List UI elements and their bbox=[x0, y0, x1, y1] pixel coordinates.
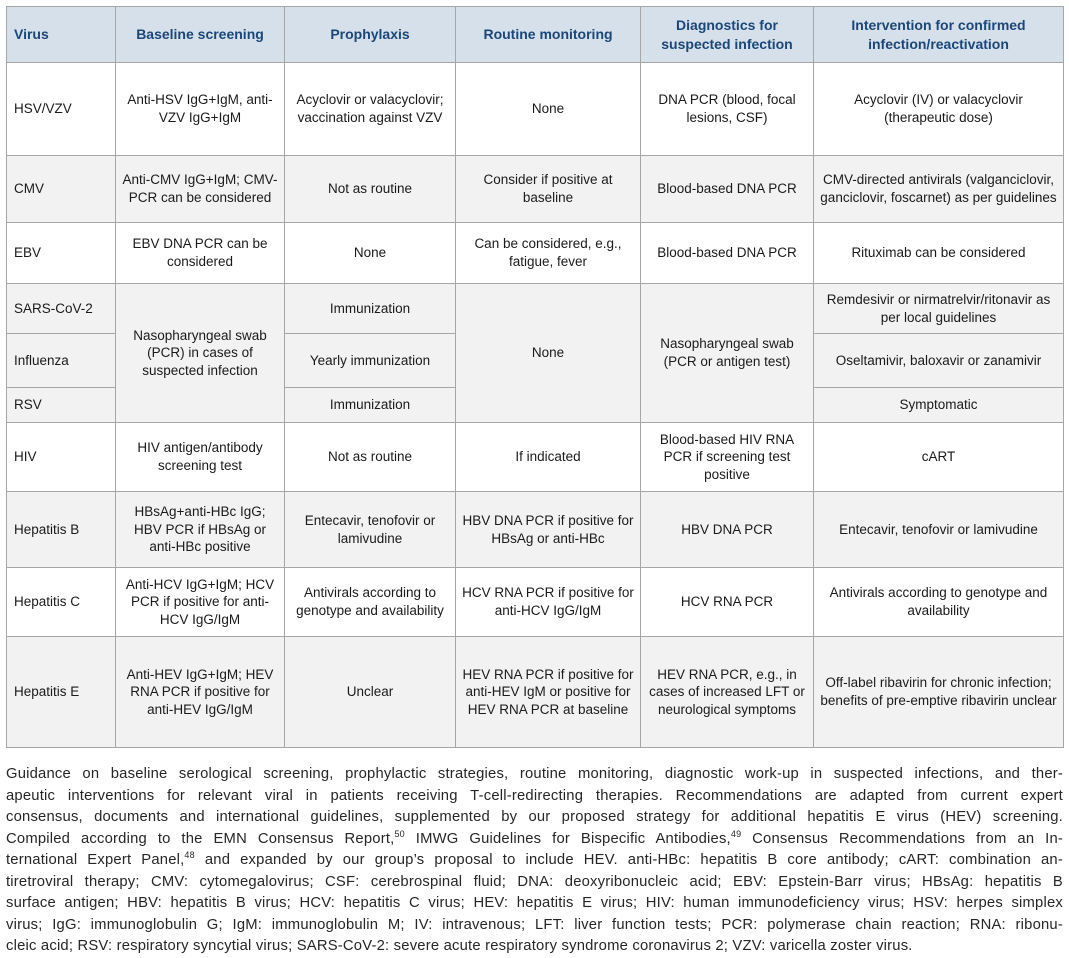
intervention-cell: Remdesivir or nirmatrelvir/ritonavir as per local guidelines bbox=[814, 284, 1064, 334]
virus-cell: CMV bbox=[7, 156, 116, 223]
caption-line: cleic acid; RSV: respiratory syncytial virus; SARS-CoV-2: severe acute respiratory syndrome coronavirus 2; VZV: varicella zoster virus. bbox=[6, 938, 913, 954]
col-header-virus: Virus bbox=[7, 7, 116, 63]
diagnostics-cell: DNA PCR (blood, focal lesions, CSF) bbox=[641, 63, 814, 156]
baseline-cell: Anti-CMV IgG+IgM; CMV-PCR can be considered bbox=[116, 156, 285, 223]
reference-superscript: 50 bbox=[394, 828, 405, 839]
header-row bbox=[7, 7, 1064, 63]
prophylaxis-cell: Acyclovir or valacyclovir; vaccination against VZV bbox=[285, 63, 456, 156]
table-row-sars-cov-2 bbox=[7, 284, 1064, 334]
intervention-cell: CMV-directed antivirals (valganciclovir, ganciclovir, foscarnet) as per guidelines bbox=[814, 156, 1064, 223]
baseline-cell: HBsAg+anti-HBc IgG; HBV PCR if HBsAg or anti-HBc positive bbox=[116, 492, 285, 568]
baseline-cell-merged: Nasopharyngeal swab (PCR) in cases of suspected infection bbox=[116, 284, 285, 423]
diagnostics-cell-merged: Nasopharyngeal swab (PCR or antigen test) bbox=[641, 284, 814, 423]
virus-cell: Influenza bbox=[7, 334, 116, 388]
prophylaxis-cell: Entecavir, tenofovir or lamivudine bbox=[285, 492, 456, 568]
virus-cell: HSV/VZV bbox=[7, 63, 116, 156]
col-header-diagnostics: Diagnostics for suspected infection bbox=[641, 7, 814, 63]
diagnostics-cell: HBV DNA PCR bbox=[641, 492, 814, 568]
monitoring-cell: Can be considered, e.g., fatigue, fever bbox=[456, 223, 641, 284]
monitoring-cell: If indicated bbox=[456, 423, 641, 492]
intervention-cell: Off-label ribavirin for chronic infection; benefits of pre-emptive ribavirin unclear bbox=[814, 637, 1064, 748]
monitoring-cell: HCV RNA PCR if positive for anti-HCV IgG/IgM bbox=[456, 568, 641, 637]
col-header-intervention: Intervention for confirmed infection/reactivation bbox=[814, 7, 1064, 63]
caption-line: consensus, documents and international guidelines, supplemented by our proposed strategy for additional hepatitis E virus (HEV) screening. bbox=[6, 809, 1063, 825]
caption-line: ternational Expert Panel,$^{48}$ and expanded by our group’s proposal to include HEV. anti-HBc: hepatitis B core antibody; cART: combination an- bbox=[6, 850, 1063, 868]
prophylaxis-cell: Immunization bbox=[285, 284, 456, 334]
virus-cell: RSV bbox=[7, 388, 116, 423]
diagnostics-cell: Blood-based HIV RNA PCR if screening test positive bbox=[641, 423, 814, 492]
caption-line: surface antigen; HBV: hepatitis B virus; HCV: hepatitis C virus; HEV: hepatitis E virus; HIV: human immunodeficiency virus; HSV: herpes simplex bbox=[6, 895, 1063, 911]
caption-line: virus; IgG: immunoglobulin G; IgM: immunoglobulin M; IV: intravenous; LFT: liver function tests; PCR: polymerase chain reaction; RNA: ribonu- bbox=[6, 916, 1063, 933]
intervention-cell: Acyclovir (IV) or valacyclovir (therapeutic dose) bbox=[814, 63, 1064, 156]
monitoring-cell: HBV DNA PCR if positive for HBsAg or anti-HBc bbox=[456, 492, 641, 568]
viral-guidance-table bbox=[6, 6, 1064, 748]
virus-cell: HIV bbox=[7, 423, 116, 492]
virus-cell: Hepatitis C bbox=[7, 568, 116, 637]
table-row-hepatitis-c bbox=[7, 568, 1064, 637]
reference-superscript: 48 bbox=[184, 850, 195, 861]
caption-line: Compiled according to the EMN Consensus Report,$^{50}$ IMWG Guidelines for Bispecific Antibodies,$^{49}$ Consensus Recommendations from an In- bbox=[6, 828, 1063, 847]
prophylaxis-cell: Antivirals according to genotype and availability bbox=[285, 568, 456, 637]
prophylaxis-cell: Not as routine bbox=[285, 156, 456, 223]
prophylaxis-cell: Not as routine bbox=[285, 423, 456, 492]
table-row-hepatitis-b bbox=[7, 492, 1064, 568]
col-header-prophylaxis: Prophylaxis bbox=[285, 7, 456, 63]
caption-line: tiretroviral therapy; CMV: cytomegalovirus; CSF: cerebrospinal fluid; DNA: deoxyribonucleic acid; EBV: Epstein-Barr virus; HBsAg: hepatitis B bbox=[6, 873, 1063, 890]
diagnostics-cell: HEV RNA PCR, e.g., in cases of increased LFT or neurological symptoms bbox=[641, 637, 814, 748]
diagnostics-cell: HCV RNA PCR bbox=[641, 568, 814, 637]
baseline-cell: Anti-HCV IgG+IgM; HCV PCR if positive for anti-HCV IgG/IgM bbox=[116, 568, 285, 637]
prophylaxis-cell: None bbox=[285, 223, 456, 284]
virus-cell: Hepatitis E bbox=[7, 637, 116, 748]
prophylaxis-cell: Unclear bbox=[285, 637, 456, 748]
intervention-cell: cART bbox=[814, 423, 1064, 492]
diagnostics-cell: Blood-based DNA PCR bbox=[641, 156, 814, 223]
col-header-routine-monitoring: Routine monitoring bbox=[456, 7, 641, 63]
baseline-cell: Anti-HSV IgG+IgM, anti-VZV IgG+IgM bbox=[116, 63, 285, 156]
caption-line: Guidance on baseline serological screening, prophylactic strategies, routine monitoring, diagnostic work-up in suspected infections, and ther- bbox=[6, 766, 1063, 782]
table-row-hiv bbox=[7, 423, 1064, 492]
baseline-cell: HIV antigen/antibody screening test bbox=[116, 423, 285, 492]
virus-cell: Hepatitis B bbox=[7, 492, 116, 568]
table-row-cmv bbox=[7, 156, 1064, 223]
baseline-cell: EBV DNA PCR can be considered bbox=[116, 223, 285, 284]
table-row-hepatitis-e bbox=[7, 637, 1064, 748]
intervention-cell: Rituximab can be considered bbox=[814, 223, 1064, 284]
intervention-cell: Symptomatic bbox=[814, 388, 1064, 423]
table-row-ebv bbox=[7, 223, 1064, 284]
diagnostics-cell: Blood-based DNA PCR bbox=[641, 223, 814, 284]
prophylaxis-cell: Yearly immunization bbox=[285, 334, 456, 388]
monitoring-cell: Consider if positive at baseline bbox=[456, 156, 641, 223]
intervention-cell: Antivirals according to genotype and availability bbox=[814, 568, 1064, 637]
intervention-cell: Oseltamivir, baloxavir or zanamivir bbox=[814, 334, 1064, 388]
table-row-hsv-vzv bbox=[7, 63, 1064, 156]
caption-line: apeutic interventions for relevant viral in patients receiving T-cell-redirecting therapies. Recommendations are adapted from current expert bbox=[6, 787, 1063, 804]
monitoring-cell: HEV RNA PCR if positive for anti-HEV IgM or positive for HEV RNA PCR at baseline bbox=[456, 637, 641, 748]
prophylaxis-cell: Immunization bbox=[285, 388, 456, 423]
virus-cell: EBV bbox=[7, 223, 116, 284]
col-header-baseline-screening: Baseline screening bbox=[116, 7, 285, 63]
reference-superscript: 49 bbox=[730, 828, 742, 839]
virus-cell: SARS-CoV-2 bbox=[7, 284, 116, 334]
monitoring-cell-merged: None bbox=[456, 284, 641, 423]
table-caption bbox=[6, 764, 1063, 958]
intervention-cell: Entecavir, tenofovir or lamivudine bbox=[814, 492, 1064, 568]
monitoring-cell: None bbox=[456, 63, 641, 156]
baseline-cell: Anti-HEV IgG+IgM; HEV RNA PCR if positive for anti-HEV IgG/IgM bbox=[116, 637, 285, 748]
